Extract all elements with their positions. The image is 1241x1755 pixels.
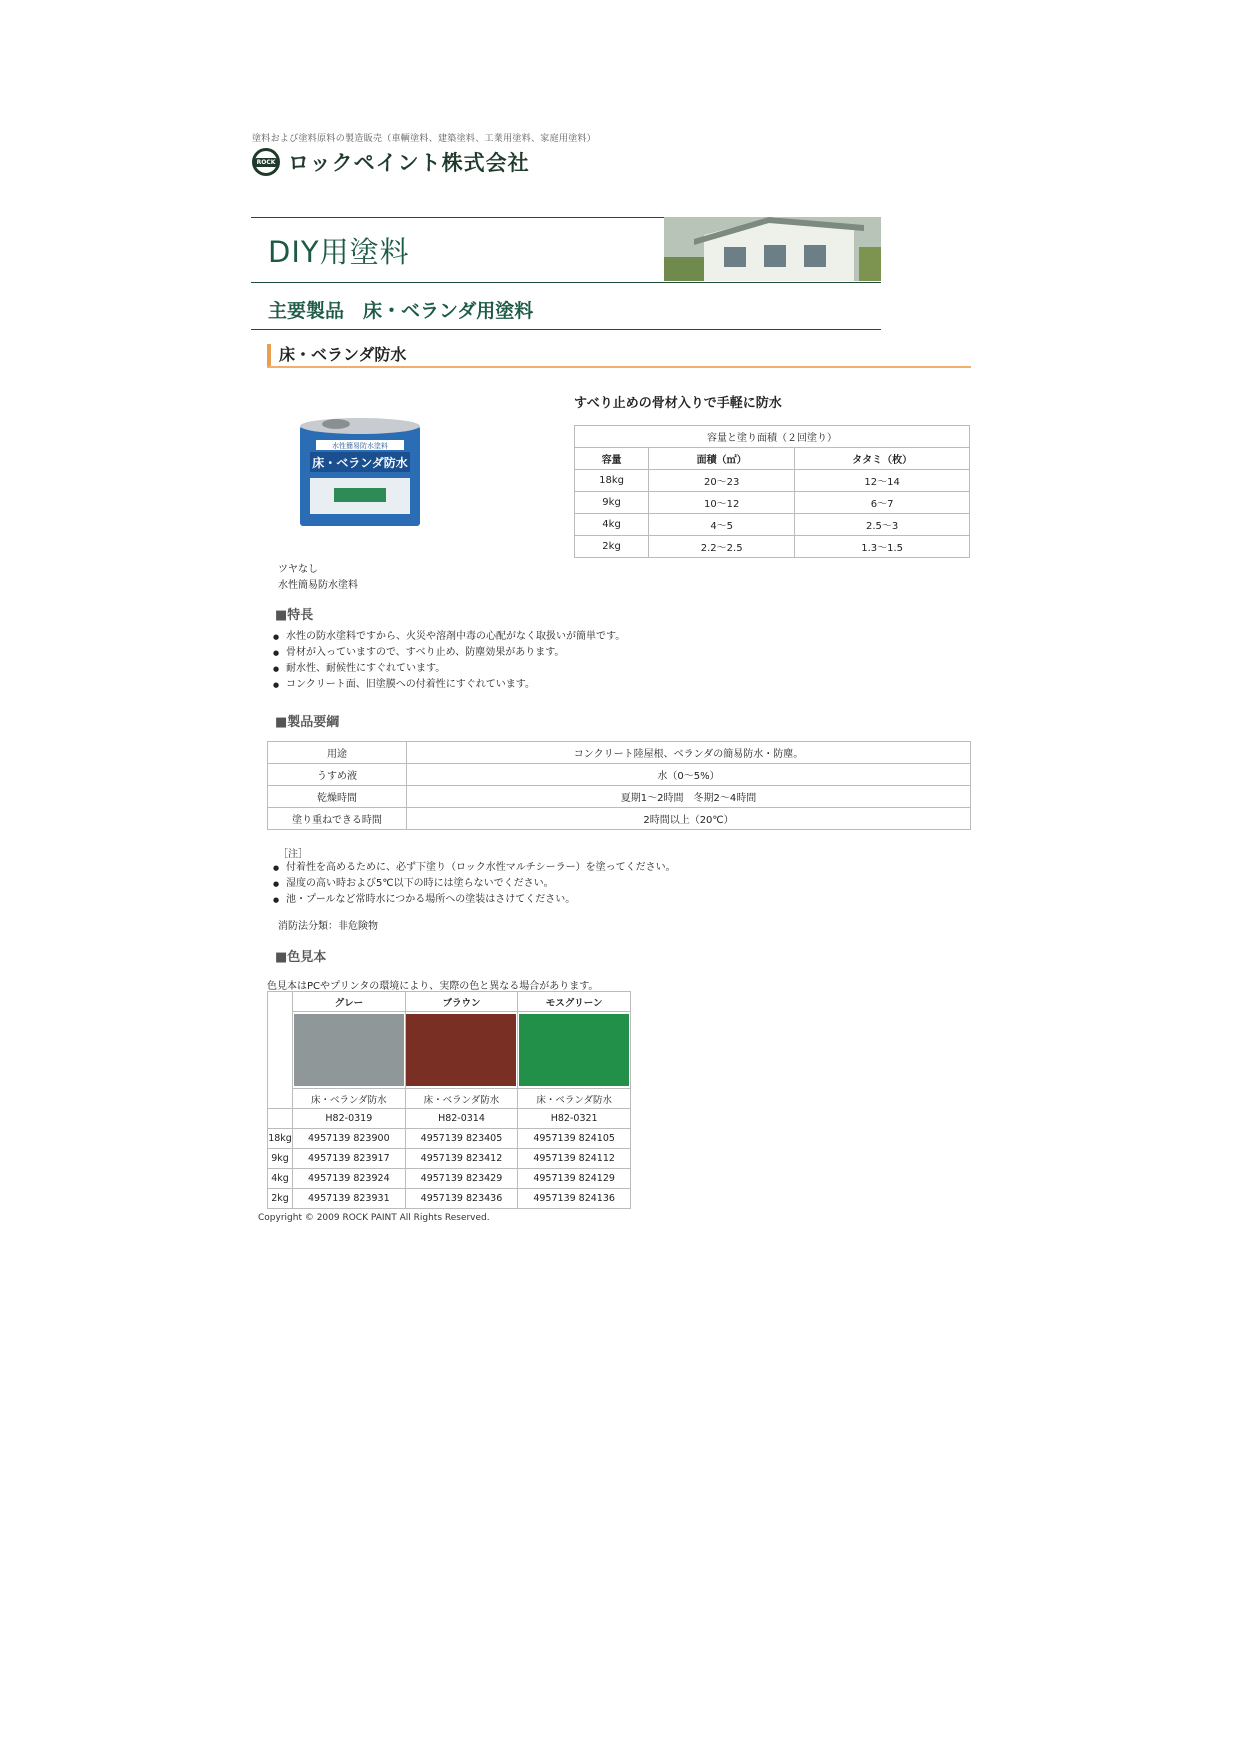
brown-swatch (406, 1014, 516, 1086)
svg-text:水性簡易防水塗料: 水性簡易防水塗料 (332, 442, 388, 450)
product-gloss: ツヤなし (278, 564, 318, 575)
table-row (268, 742, 971, 764)
section-title: 床・ベランダ防水 (267, 344, 406, 366)
jan-code: 4957139 823405 (405, 1129, 518, 1149)
copyright: Copyright © 2009 ROCK PAINT All Rights Reserved. (258, 1213, 490, 1223)
list-item: ● 池・プールなど常時水につかる場所への塗装はさけてください。 (273, 892, 676, 908)
product-name: 床・ベランダ防水 (518, 1089, 631, 1109)
moss-green-swatch (519, 1014, 629, 1086)
jan-code: 4957139 824105 (518, 1129, 631, 1149)
empty-cell (268, 992, 293, 1109)
features-heading: ■特長 (275, 608, 314, 623)
table-row (268, 1169, 631, 1189)
table-row (575, 514, 970, 536)
jan-code: 4957139 824129 (518, 1169, 631, 1189)
jan-code: 4957139 823412 (405, 1149, 518, 1169)
jan-code: 4957139 824112 (518, 1149, 631, 1169)
cell: 2.5〜3 (795, 514, 970, 536)
color-table (267, 991, 631, 1209)
list-item: ● コンクリート面、旧塗膜への付着性にすぐれています。 (273, 677, 625, 693)
table-row (268, 786, 971, 808)
jan-code: 4957139 823924 (293, 1169, 406, 1189)
page-subtitle: 主要製品 床・ベランダ用塗料 (268, 300, 534, 322)
product-code: H82-0321 (518, 1109, 631, 1129)
jan-code: 4957139 824136 (518, 1189, 631, 1209)
table-row (268, 1129, 631, 1149)
list-item: ● 湿度の高い時および5℃以下の時には塗らないでください。 (273, 876, 676, 892)
column-header: タタミ（枚） (795, 448, 970, 470)
cell: 2時間以上（20℃） (407, 808, 971, 830)
table-row (268, 808, 971, 830)
cell: 乾燥時間 (268, 786, 407, 808)
product-name: 床・ベランダ防水 (293, 1089, 406, 1109)
cell: うすめ液 (268, 764, 407, 786)
gray-swatch (294, 1014, 404, 1086)
cell: 9kg (575, 492, 649, 514)
jan-code: 4957139 823436 (405, 1189, 518, 1209)
list-item: ● 耐水性、耐候性にすぐれています。 (273, 661, 625, 677)
cell: 夏期1〜2時間 冬期2〜4時間 (407, 786, 971, 808)
list-item: ● 骨材が入っていますので、すべり止め、防塵効果があります。 (273, 645, 625, 661)
banner-title: DIY用塗料 (268, 235, 410, 269)
column-header: 容量 (575, 448, 649, 470)
company-logo[interactable] (252, 147, 530, 177)
notes-heading: ［注］ (278, 849, 308, 860)
jan-code: 4957139 823931 (293, 1189, 406, 1209)
spec-table (267, 741, 971, 830)
table-caption: 容量と塗り面積（２回塗り） (575, 426, 970, 448)
swatch-cell (518, 1012, 631, 1089)
cell: 12〜14 (795, 470, 970, 492)
table-row (575, 536, 970, 558)
product-code: H82-0314 (405, 1109, 518, 1129)
svg-text:床・ベランダ防水: 床・ベランダ防水 (312, 456, 408, 470)
spec-heading: ■製品要綱 (275, 715, 340, 730)
cell: 4〜5 (649, 514, 795, 536)
cell: 1.3〜1.5 (795, 536, 970, 558)
company-tagline: 塗料および塗料原料の製造販売（車輌塗料、建築塗料、工業用塗料、家庭用塗料） (252, 134, 597, 144)
color-name: ブラウン (405, 992, 518, 1012)
divider (267, 366, 971, 368)
table-row (268, 764, 971, 786)
product-code: H82-0319 (293, 1109, 406, 1129)
cell: 4kg (575, 514, 649, 536)
cell: 2kg (575, 536, 649, 558)
notes-list (273, 860, 676, 908)
jan-code: 4957139 823917 (293, 1149, 406, 1169)
house-photo (664, 217, 881, 281)
size-label: 18kg (268, 1129, 293, 1149)
product-name: 床・ベランダ防水 (405, 1089, 518, 1109)
jan-code: 4957139 823429 (405, 1169, 518, 1189)
cell: コンクリート陸屋根、ベランダの簡易防水・防塵。 (407, 742, 971, 764)
divider (251, 329, 881, 330)
colors-note: 色見本はPCやプリンタの環境により、実際の色と異なる場合があります。 (267, 981, 599, 992)
cell: 18kg (575, 470, 649, 492)
cell: 塗り重ねできる時間 (268, 808, 407, 830)
table-row (268, 1189, 631, 1209)
table-row (575, 470, 970, 492)
cell: 2.2〜2.5 (649, 536, 795, 558)
catch-copy: すべり止めの骨材入りで手軽に防水 (574, 396, 782, 411)
cell: 用途 (268, 742, 407, 764)
table-row (268, 1149, 631, 1169)
cell: 10〜12 (649, 492, 795, 514)
coverage-table (574, 425, 970, 558)
size-label: 4kg (268, 1169, 293, 1189)
fire-law-classification: 消防法分類：非危険物 (278, 921, 378, 932)
size-label: 9kg (268, 1149, 293, 1169)
cell: 20〜23 (649, 470, 795, 492)
company-name: ロックペイント株式会社 (288, 151, 530, 175)
list-item: ● 水性の防水塗料ですから、火災や溶剤中毒の心配がなく取扱いが簡単です。 (273, 629, 625, 645)
color-name: モスグリーン (518, 992, 631, 1012)
cell: 6〜7 (795, 492, 970, 514)
empty-cell (268, 1109, 293, 1129)
list-item: ● 付着性を高めるために、必ず下塗り（ロック水性マルチシーラー）を塗ってください。 (273, 860, 676, 876)
product-type: 水性簡易防水塗料 (278, 580, 358, 591)
swatch-cell (293, 1012, 406, 1089)
product-can-image (296, 412, 424, 528)
table-row (575, 492, 970, 514)
rock-logo-icon: ROCK (252, 148, 280, 176)
colors-heading: ■色見本 (275, 950, 327, 965)
cell: 水（0〜5%） (407, 764, 971, 786)
jan-code: 4957139 823900 (293, 1129, 406, 1149)
swatch-cell (405, 1012, 518, 1089)
features-list (273, 629, 625, 693)
size-label: 2kg (268, 1189, 293, 1209)
color-name: グレー (293, 992, 406, 1012)
column-header: 面積（㎡） (649, 448, 795, 470)
